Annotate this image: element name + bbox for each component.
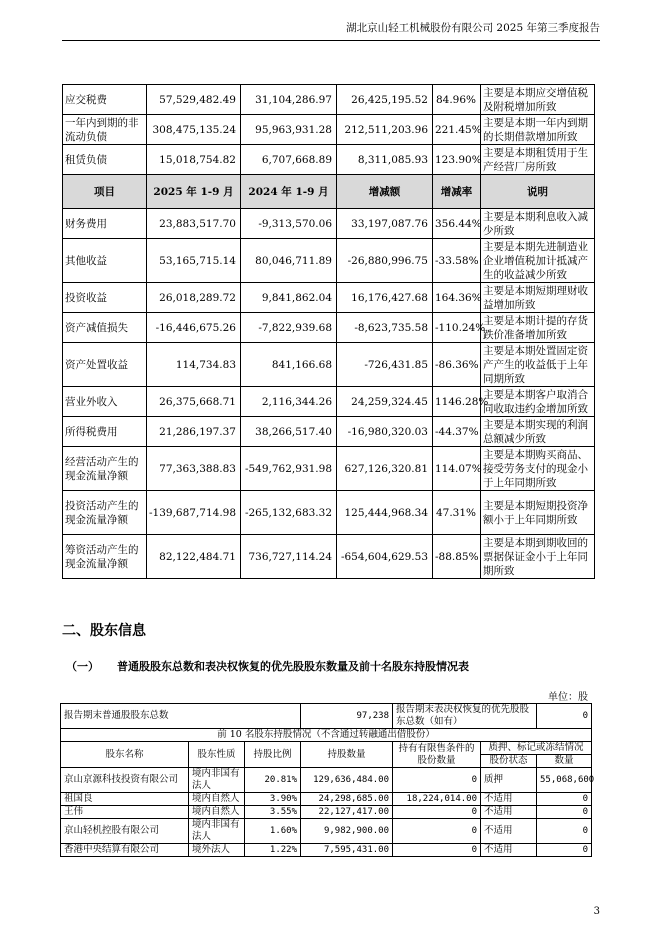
row-note: 主要是本期客户取消合同收取违约金增加所致 (481, 387, 595, 417)
row-value-2025: 53,165,715.14 (147, 239, 241, 283)
shareholder-row (61, 793, 592, 806)
holder-qty: 9,982,900.00 (301, 819, 393, 844)
holder-type: 境内自然人 (189, 793, 245, 806)
table-row (63, 239, 595, 283)
row-item: 一年内到期的非流动负债 (63, 115, 147, 145)
holder-qty: 7,595,431.00 (301, 844, 393, 857)
holder-name: 香港中央结算有限公司 (61, 844, 189, 857)
holder-restricted: 0 (393, 806, 481, 819)
row-change: 33,197,087.76 (337, 209, 433, 239)
row-value-2025: 82,122,484.71 (147, 535, 241, 579)
row-item: 营业外收入 (63, 387, 147, 417)
row-value-2024: 9,841,862.04 (241, 283, 337, 313)
table-row (63, 447, 595, 491)
row-value-2025: -139,687,714.98 (147, 491, 241, 535)
col-restricted-header: 持有有限售条件的股份数量 (393, 742, 481, 768)
row-note: 主要是本期应交增值税及附税增加所致 (481, 85, 595, 115)
row-rate: 84.96% (433, 85, 481, 115)
subsection-title (66, 658, 469, 674)
row-note: 主要是本期处置固定资产产生的收益低于上年同期所致 (481, 343, 595, 387)
col-type-header: 股东性质 (189, 742, 245, 768)
row-item: 财务费用 (63, 209, 147, 239)
holder-ratio: 20.81% (245, 768, 301, 793)
row-value-2025: -16,446,675.26 (147, 313, 241, 343)
holder-name: 祖国良 (61, 793, 189, 806)
row-item: 资产减值损失 (63, 313, 147, 343)
section-title: 二、股东信息 (62, 623, 146, 639)
row-item: 经营活动产生的现金流量净额 (63, 447, 147, 491)
holder-count: 0 (537, 819, 592, 844)
shareholder-row (61, 819, 592, 844)
holder-restricted: 18,224,014.00 (393, 793, 481, 806)
row-rate: 47.31% (433, 491, 481, 535)
row-value-2024: 38,266,517.40 (241, 417, 337, 447)
holder-ratio: 3.55% (245, 806, 301, 819)
row-change: 8,311,085.93 (337, 145, 433, 175)
report-header-title: 湖北京山轻工机械股份有限公司 2025 年第三季度报告 (346, 22, 600, 34)
row-item: 应交税费 (63, 85, 147, 115)
row-value-2025: 114,734.83 (147, 343, 241, 387)
holder-ratio: 1.22% (245, 844, 301, 857)
col-count-header: 数量 (537, 755, 592, 768)
table-row (63, 387, 595, 417)
row-value-2025: 77,363,388.83 (147, 447, 241, 491)
header-cell: 增减率 (433, 175, 481, 209)
row-rate: 1146.28% (433, 387, 481, 417)
row-value-2025: 26,375,668.71 (147, 387, 241, 417)
row-item: 租赁负债 (63, 145, 147, 175)
row-value-2025: 57,529,482.49 (147, 85, 241, 115)
row-change: -26,880,996.75 (337, 239, 433, 283)
header-cell: 2024 年 1-9 月 (241, 175, 337, 209)
header-cell: 说明 (481, 175, 595, 209)
shareholder-row (61, 768, 592, 793)
holder-qty: 24,298,685.00 (301, 793, 393, 806)
table-row (63, 283, 595, 313)
row-value-2025: 15,018,754.82 (147, 145, 241, 175)
caption-row (61, 729, 592, 742)
holder-qty: 129,636,484.00 (301, 768, 393, 793)
row-rate: -88.85% (433, 535, 481, 579)
holder-status: 不适用 (481, 819, 537, 844)
row-value-2024: -549,762,931.98 (241, 447, 337, 491)
table-row (63, 535, 595, 579)
holder-count: 0 (537, 793, 592, 806)
row-value-2024: 80,046,711.89 (241, 239, 337, 283)
holder-type: 境内非国有法人 (189, 819, 245, 844)
holder-type: 境内非国有法人 (189, 768, 245, 793)
row-value-2024: 31,104,286.97 (241, 85, 337, 115)
row-change: 24,259,324.45 (337, 387, 433, 417)
holder-status: 质押 (481, 768, 537, 793)
header-cell: 增减额 (337, 175, 433, 209)
col-name-header: 股东名称 (61, 742, 189, 768)
row-note: 主要是本期实现的利润总额减少所致 (481, 417, 595, 447)
row-value-2024: 2,116,344.26 (241, 387, 337, 417)
page-number: 3 (593, 906, 600, 917)
holder-status: 不适用 (481, 844, 537, 857)
col-qty-header: 持股数量 (301, 742, 393, 768)
summary-row (61, 704, 592, 729)
holder-count: 0 (537, 806, 592, 819)
col-pledge-header: 质押、标记或冻结情况 (481, 742, 592, 755)
row-value-2024: -9,313,570.06 (241, 209, 337, 239)
holder-name: 王伟 (61, 806, 189, 819)
row-item: 投资收益 (63, 283, 147, 313)
table-row (63, 115, 595, 145)
row-rate: 221.45% (433, 115, 481, 145)
row-value-2024: 841,166.68 (241, 343, 337, 387)
row-note: 主要是本期一年内到期的长期借款增加所致 (481, 115, 595, 145)
row-rate: 164.36% (433, 283, 481, 313)
row-value-2024: 736,727,114.24 (241, 535, 337, 579)
holder-count: 55,068,600 (537, 768, 592, 793)
total-holders-value: 97,238 (301, 704, 393, 729)
table-row (63, 491, 595, 535)
row-item: 投资活动产生的现金流量净额 (63, 491, 147, 535)
row-item: 资产处置收益 (63, 343, 147, 387)
subsection-label: （一） (66, 660, 99, 673)
table-row (63, 209, 595, 239)
row-note: 主要是本期租赁用于生产经营厂房所致 (481, 145, 595, 175)
row-change: -8,623,735.58 (337, 313, 433, 343)
top10-caption: 前 10 名股东持股情况（不含通过转融通出借股份） (61, 729, 592, 742)
col-ratio-header: 持股比例 (245, 742, 301, 768)
header-divider (62, 40, 600, 41)
holder-ratio: 1.60% (245, 819, 301, 844)
row-rate: 114.07% (433, 447, 481, 491)
table-row (63, 145, 595, 175)
row-rate: -110.24% (433, 313, 481, 343)
row-note: 主要是本期计提的存货跌价准备增加所致 (481, 313, 595, 343)
row-change: -726,431.85 (337, 343, 433, 387)
row-rate: -33.58% (433, 239, 481, 283)
holder-restricted: 0 (393, 844, 481, 857)
row-note: 主要是本期短期投资净额小于上年同期所致 (481, 491, 595, 535)
holder-status: 不适用 (481, 793, 537, 806)
row-change: 627,126,320.81 (337, 447, 433, 491)
row-change: -16,980,320.03 (337, 417, 433, 447)
row-change: 125,444,968.34 (337, 491, 433, 535)
row-note: 主要是本期到期收回的票据保证金小于上年同期所致 (481, 535, 595, 579)
row-item: 所得税费用 (63, 417, 147, 447)
row-value-2024: 6,707,668.89 (241, 145, 337, 175)
table-header-row (63, 175, 595, 209)
row-value-2024: -7,822,939.68 (241, 313, 337, 343)
preferred-holders-label: 报告期末表决权恢复的优先股股东总数（如有） (393, 704, 537, 729)
table-row (63, 343, 595, 387)
holder-name: 京山京源科技投资有限公司 (61, 768, 189, 793)
unit-label: 单位：股 (548, 692, 588, 703)
financial-changes-table (62, 84, 595, 579)
column-header-row (61, 742, 592, 755)
shareholder-row (61, 844, 592, 857)
holder-status: 不适用 (481, 806, 537, 819)
header-cell: 项目 (63, 175, 147, 209)
row-rate: 123.90% (433, 145, 481, 175)
row-note: 主要是本期先进制造业企业增值税加计抵减产生的收益减少所致 (481, 239, 595, 283)
shareholder-table (60, 703, 595, 857)
holder-qty: 22,127,417.00 (301, 806, 393, 819)
table-row (63, 85, 595, 115)
col-status-header: 股份状态 (481, 755, 537, 768)
row-value-2024: -265,132,683.32 (241, 491, 337, 535)
holder-count: 0 (537, 844, 592, 857)
row-item: 其他收益 (63, 239, 147, 283)
total-holders-label: 报告期末普通股股东总数 (61, 704, 301, 729)
row-value-2025: 308,475,135.24 (147, 115, 241, 145)
row-rate: 356.44% (433, 209, 481, 239)
row-item: 筹资活动产生的现金流量净额 (63, 535, 147, 579)
row-rate: -86.36% (433, 343, 481, 387)
row-rate: -44.37% (433, 417, 481, 447)
holder-name: 京山轻机控股有限公司 (61, 819, 189, 844)
header-cell: 2025 年 1-9 月 (147, 175, 241, 209)
row-value-2025: 23,883,517.70 (147, 209, 241, 239)
holder-restricted: 0 (393, 768, 481, 793)
holder-restricted: 0 (393, 819, 481, 844)
row-note: 主要是本期利息收入减少所致 (481, 209, 595, 239)
subsection-text: 普通股股东总数和表决权恢复的优先股股东数量及前十名股东持股情况表 (117, 660, 469, 673)
row-note: 主要是本期短期理财收益增加所致 (481, 283, 595, 313)
row-note: 主要是本期购买商品、接受劳务支付的现金小于上年同期所致 (481, 447, 595, 491)
row-change: 212,511,203.96 (337, 115, 433, 145)
row-change: 26,425,195.52 (337, 85, 433, 115)
holder-ratio: 3.90% (245, 793, 301, 806)
row-value-2025: 21,286,197.37 (147, 417, 241, 447)
table-row (63, 417, 595, 447)
row-change: -654,604,629.53 (337, 535, 433, 579)
holder-type: 境内自然人 (189, 806, 245, 819)
row-change: 16,176,427.68 (337, 283, 433, 313)
row-value-2024: 95,963,931.28 (241, 115, 337, 145)
row-value-2025: 26,018,289.72 (147, 283, 241, 313)
preferred-holders-value: 0 (537, 704, 592, 729)
shareholder-row (61, 806, 592, 819)
holder-type: 境外法人 (189, 844, 245, 857)
table-row (63, 313, 595, 343)
